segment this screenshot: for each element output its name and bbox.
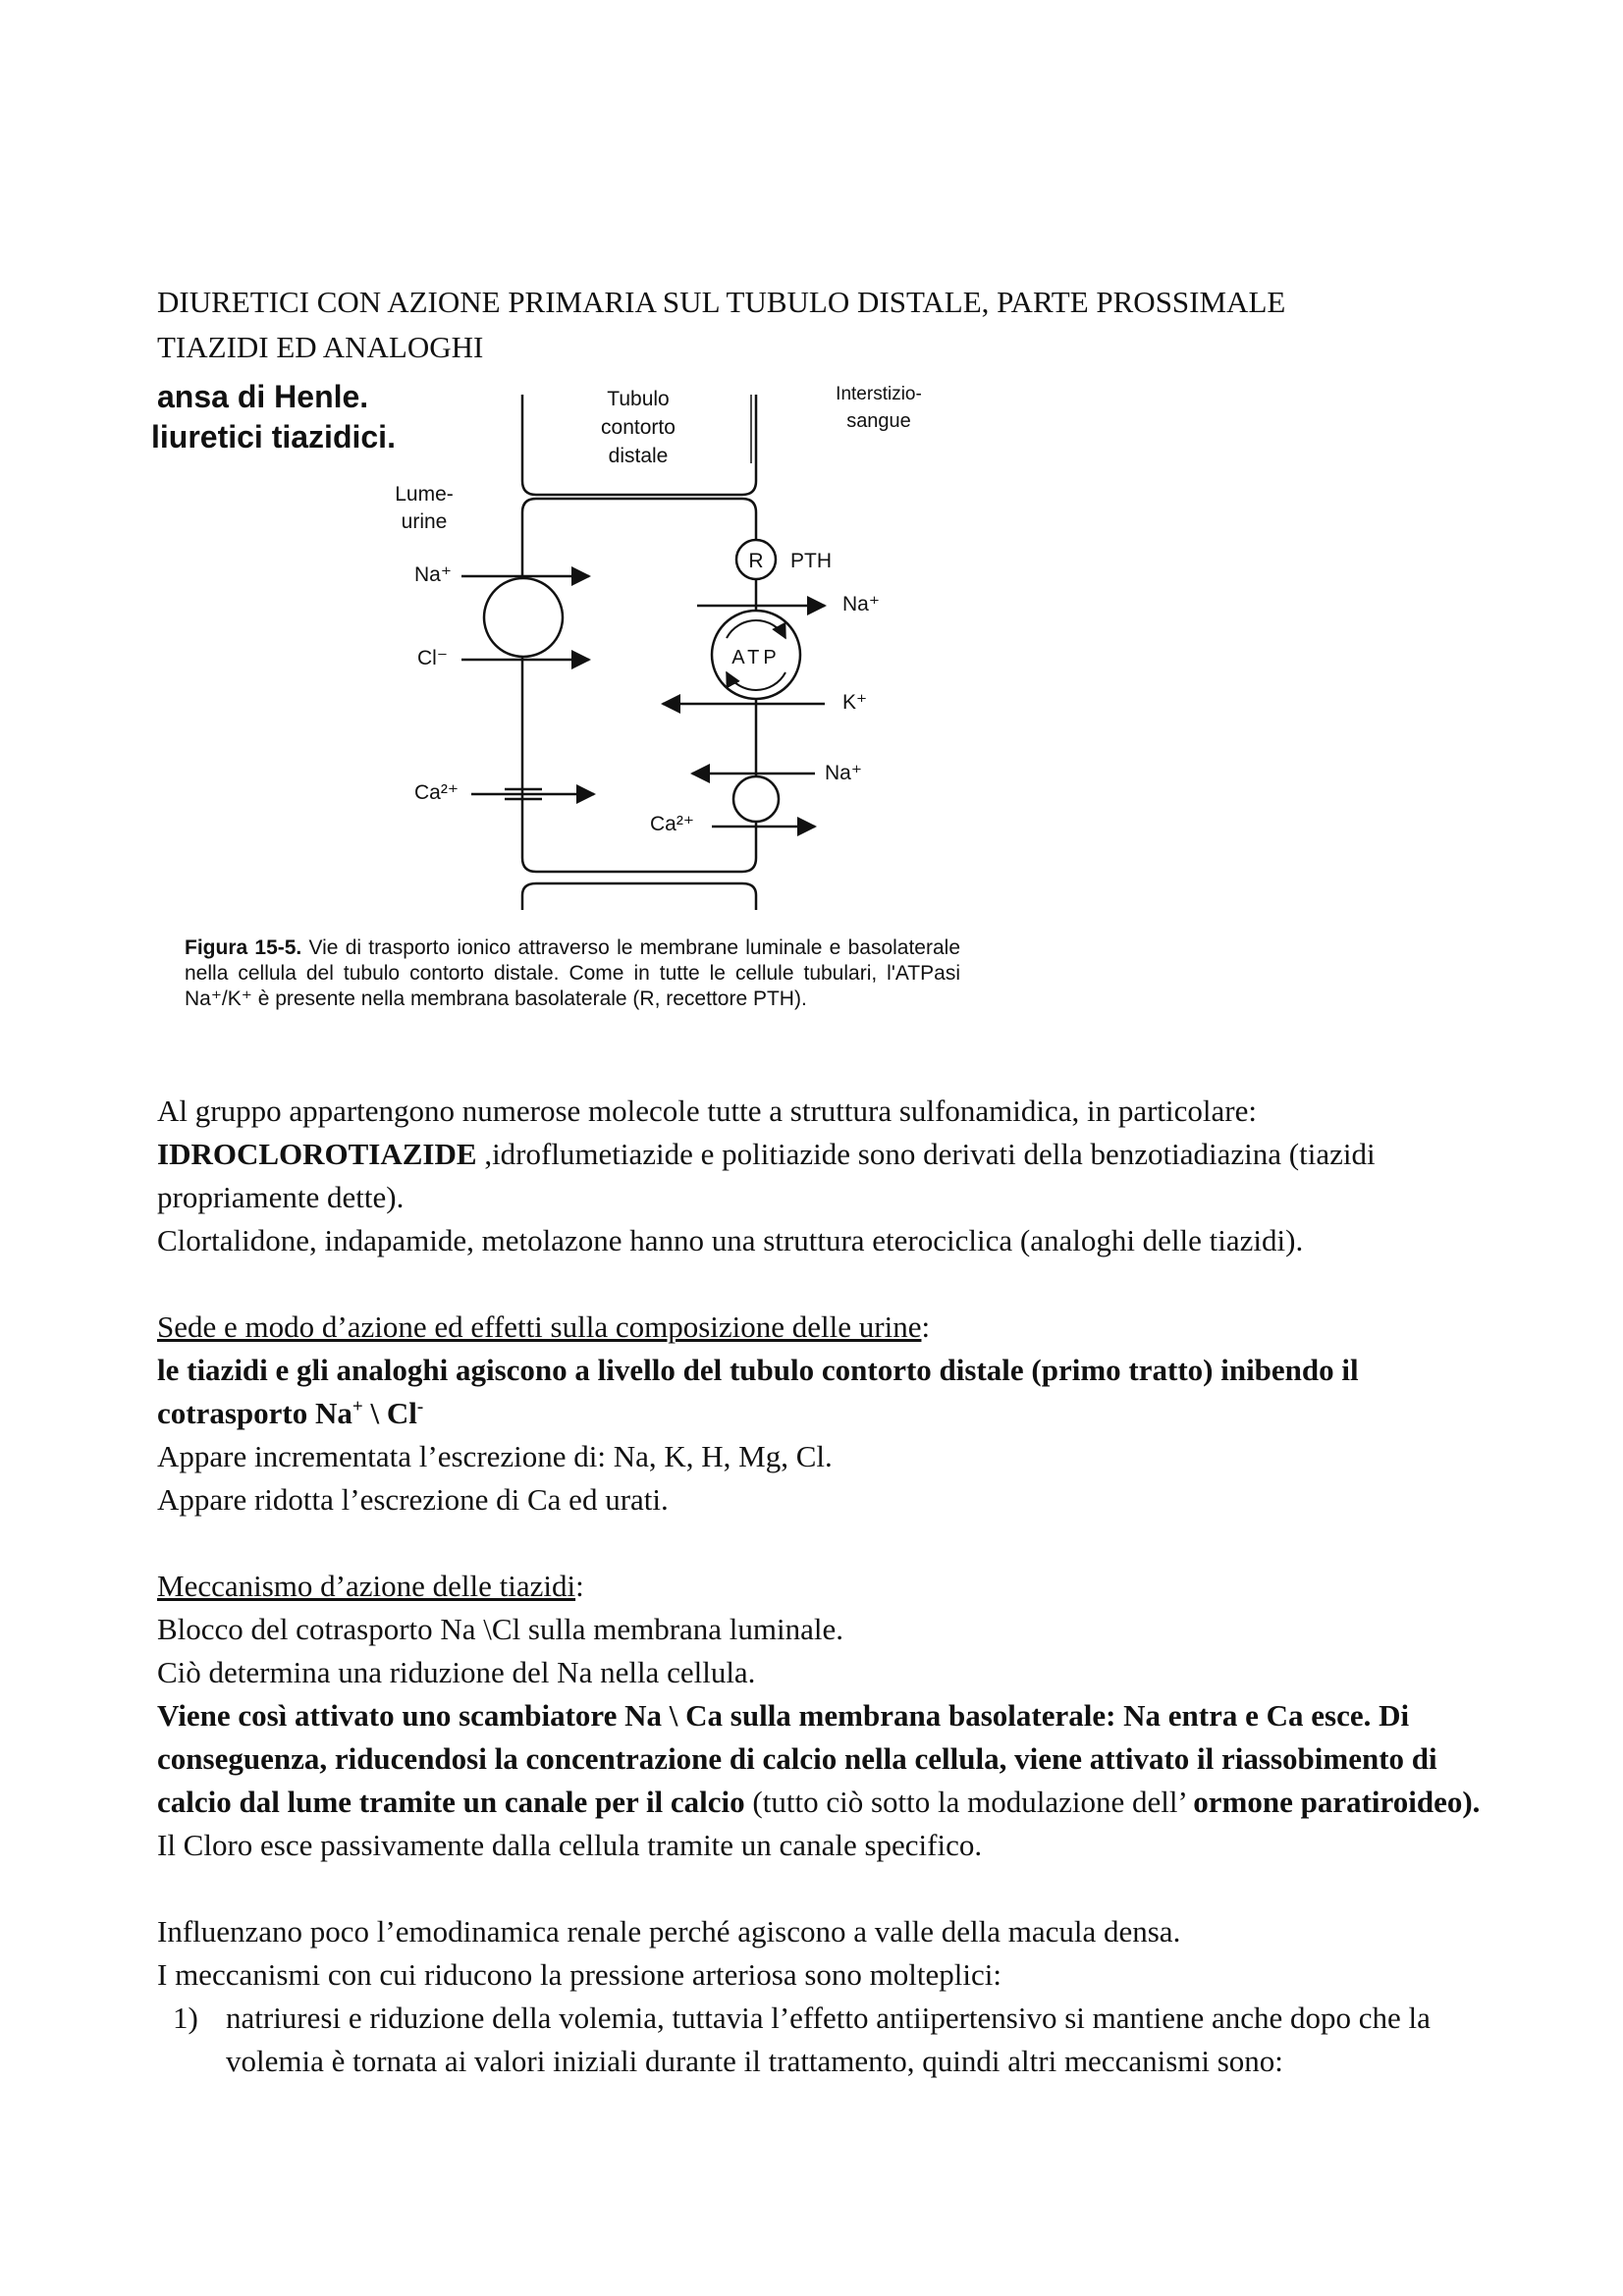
na-cl-cotransporter [484, 578, 563, 657]
caption-label: Figura 15-5. [185, 936, 302, 959]
interstizio-label-2: sangue [846, 410, 911, 432]
heading-line-1: DIURETICI CON AZIONE PRIMARIA SUL TUBULO DISTALE, PARTE PROSSIMALE [157, 285, 1286, 319]
scambiatore-normal: (tutto ciò sotto la modulazione dell’ [744, 1785, 1194, 1819]
tubulo-label-2: contorto [601, 416, 676, 439]
paragraph-blocco: Blocco del cotrasporto Na \Cl sulla membrana luminale. [157, 1612, 844, 1646]
pth-label: PTH [790, 550, 832, 572]
list-item [157, 1997, 1492, 2083]
paragraph-scambiatore [157, 1694, 1492, 1824]
scan-header-line-1: ansa di Henle. [157, 379, 369, 414]
section-heading [157, 280, 1285, 370]
meccanismo-heading [157, 1565, 1492, 1608]
meccanismo-title: Meccanismo d’azione delle tiazidi [157, 1569, 576, 1603]
sede-heading [157, 1306, 1492, 1349]
paragraph-emodinamica: Influenzano poco l’emodinamica renale perché agiscono a valle della macula densa. [157, 1914, 1181, 1949]
list-text: natriuresi e riduzione della volemia, tuttavia l’effetto antiipertensivo si mantiene anche dopo che la volemia è tornata ai valori iniziali durante il trattamento, quindi altri meccanismi sono: [226, 2001, 1431, 2078]
sede-bold-paragraph [157, 1349, 1492, 1435]
lume-label-2: urine [401, 510, 448, 533]
heading-line-2: TIAZIDI ED ANALOGHI [157, 330, 484, 364]
sede-colon: : [921, 1309, 931, 1344]
receptor-label: R [748, 550, 764, 572]
ormone-bold: ormone paratiroideo). [1193, 1785, 1481, 1819]
ca-exchanger-label: Ca²⁺ [650, 813, 694, 835]
sede-bold-text-a: le tiazidi e gli analoghi agiscono a livello del tubulo contorto distale (primo tratto) inibendo il cotrasporto Na [157, 1353, 1359, 1430]
tubulo-label-1: Tubulo [607, 388, 670, 410]
tubulo-label-3: distale [608, 445, 669, 467]
paragraph-incrementata: Appare incrementata l’escrezione di: Na, K, H, Mg, Cl. [157, 1439, 833, 1473]
caption-text: Vie di trasporto ionico attraverso le membrane luminale e basolaterale nella cellula del tubulo contorto distale. Come in tutte le cellule tubulari, l'ATPasi Na⁺/K⁺ è presente nella membrana basolaterale (R, recettore PTH). [185, 936, 960, 1010]
list-number: 1) [173, 2001, 198, 2035]
na-ca-exchanger [733, 776, 779, 822]
figure-caption [185, 935, 960, 1012]
lower-cell-outline [522, 883, 756, 910]
na-lumen-label: Na⁺ [414, 563, 452, 586]
paragraph-meccanismi: I meccanismi con cui riducono la pressione arteriosa sono molteplici: [157, 1957, 1001, 1992]
document-body [157, 1090, 1492, 2083]
idroclorotiazide-bold: IDROCLOROTIAZIDE [157, 1137, 477, 1171]
k-in-label: K⁺ [842, 691, 868, 714]
paragraph-idroclorotiazide [157, 1133, 1492, 1219]
paragraph-intro: Al gruppo appartengono numerose molecole tutte a struttura sulfonamidica, in particolare: [157, 1094, 1257, 1128]
na-exchanger-label: Na⁺ [825, 762, 862, 784]
sede-sup-minus: - [416, 1396, 424, 1417]
cl-lumen-label: Cl⁻ [417, 647, 448, 669]
meccanismo-colon: : [575, 1569, 584, 1603]
atp-label: ATP [731, 647, 781, 668]
main-cell-outline [522, 499, 756, 872]
scambiatore-bold: Viene così attivato uno scambiatore Na \ Ca sulla membrana basolaterale: Na entra e Ca esce. Di conseguenza, riducendosi la concentrazione di calcio nella cellula, viene attivato il riassobimento di calcio dal lume tramite un canale per il calcio [157, 1698, 1437, 1819]
sede-sup-plus: + [352, 1396, 363, 1417]
ca-lumen-label: Ca²⁺ [414, 781, 459, 804]
paragraph-cloro: Il Cloro esce passivamente dalla cellula tramite un canale specifico. [157, 1828, 983, 1862]
paragraph-ridotta: Appare ridotta l’escrezione di Ca ed urati. [157, 1482, 669, 1517]
lume-label-1: Lume- [395, 483, 454, 506]
paragraph-riduzione-na: Ciò determina una riduzione del Na nella cellula. [157, 1655, 756, 1689]
idroclorotiazide-rest: ,idroflumetiazide e politiazide sono derivati della benzotiadiazina (tiazidi propriamente dette). [157, 1137, 1376, 1214]
sede-title: Sede e modo d’azione ed effetti sulla composizione delle urine [157, 1309, 922, 1344]
na-out-label: Na⁺ [842, 593, 880, 615]
interstizio-label-1: Interstizio- [836, 384, 922, 404]
scan-header-line-2: liuretici tiazidici. [151, 419, 396, 454]
sede-bold-text-b: \ Cl [362, 1396, 417, 1430]
paragraph-analoghi: Clortalidone, indapamide, metolazone hanno una struttura eterociclica (analoghi delle tiazidi). [157, 1223, 1304, 1257]
